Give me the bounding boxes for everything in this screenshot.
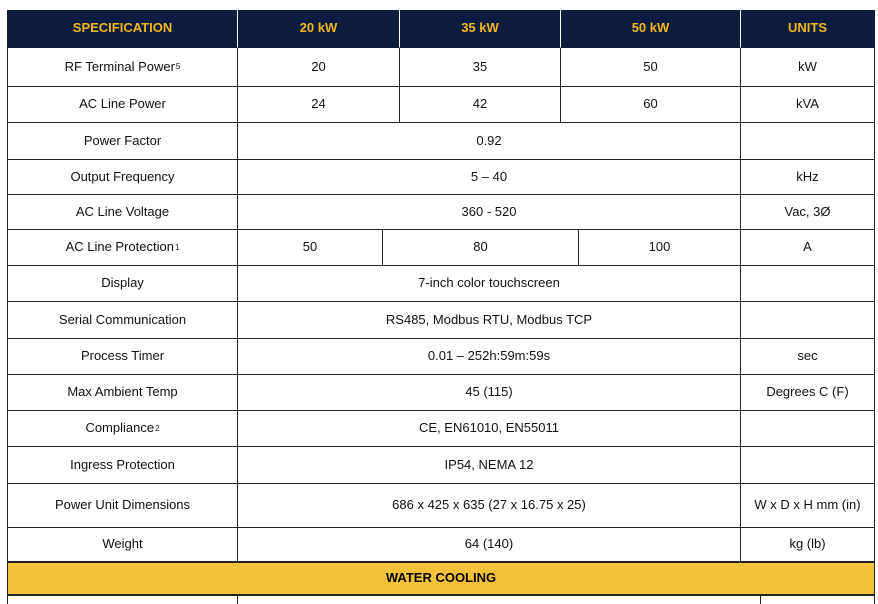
- row-unit: kHz: [740, 160, 875, 195]
- row-label: Output Frequency: [7, 160, 237, 195]
- row-label: Serial Communication: [7, 302, 237, 339]
- row-label: Process Timer: [7, 339, 237, 375]
- value-20kw: 50: [237, 230, 382, 266]
- divider: [760, 596, 761, 604]
- row-unit: [740, 266, 875, 302]
- row-label: RF Terminal Power 5: [7, 48, 237, 87]
- next-row-partial: [7, 596, 875, 600]
- row-value: 5 – 40: [237, 160, 740, 195]
- table-row: [7, 123, 875, 160]
- row-label: Max Ambient Temp: [7, 375, 237, 411]
- header-35kw: 35 kW: [399, 10, 560, 48]
- value-50kw: 60: [560, 87, 740, 123]
- header-row: [7, 10, 875, 48]
- table-row: [7, 447, 875, 484]
- row-value: 0.01 – 252h:59m:59s: [237, 339, 740, 375]
- row-label: Display: [7, 266, 237, 302]
- header-specification: SPECIFICATION: [7, 10, 237, 48]
- row-unit: sec: [740, 339, 875, 375]
- table-row: [7, 484, 875, 528]
- row-value: IP54, NEMA 12: [237, 447, 740, 484]
- table-row: [7, 48, 875, 87]
- row-unit: A: [740, 230, 875, 266]
- value-35kw: 35: [399, 48, 560, 87]
- row-unit: [740, 411, 875, 447]
- divider: [7, 596, 8, 604]
- row-label: Compliance 2: [7, 411, 237, 447]
- row-unit: [740, 302, 875, 339]
- row-label: Power Factor: [7, 123, 237, 160]
- row-label: Power Unit Dimensions: [7, 484, 237, 528]
- table-row: [7, 528, 875, 562]
- row-unit: kVA: [740, 87, 875, 123]
- value-20kw: 20: [237, 48, 399, 87]
- row-unit: kg (lb): [740, 528, 875, 562]
- header-units: UNITS: [740, 10, 875, 48]
- row-unit: [740, 447, 875, 484]
- table-row: [7, 195, 875, 230]
- row-unit: [740, 123, 875, 160]
- row-label: Ingress Protection: [7, 447, 237, 484]
- value-20kw: 24: [237, 87, 399, 123]
- table-row: [7, 375, 875, 411]
- divider: [874, 596, 875, 604]
- row-value: 686 x 425 x 635 (27 x 16.75 x 25): [237, 484, 740, 528]
- header-50kw: 50 kW: [560, 10, 740, 48]
- value-50kw: 100: [578, 230, 740, 266]
- section-row: [7, 562, 875, 596]
- row-value: 45 (115): [237, 375, 740, 411]
- row-value: 360 - 520: [237, 195, 740, 230]
- row-value: 7-inch color touchscreen: [237, 266, 740, 302]
- table-row: [7, 87, 875, 123]
- value-35kw: 42: [399, 87, 560, 123]
- row-value: CE, EN61010, EN55011: [237, 411, 740, 447]
- row-value: 0.92: [237, 123, 740, 160]
- divider: [237, 596, 238, 604]
- row-value: RS485, Modbus RTU, Modbus TCP: [237, 302, 740, 339]
- row-value: 64 (140): [237, 528, 740, 562]
- row-label: AC Line Voltage: [7, 195, 237, 230]
- row-unit: kW: [740, 48, 875, 87]
- value-35kw: 80: [382, 230, 578, 266]
- row-unit: Vac, 3Ø: [740, 195, 875, 230]
- table-row: [7, 266, 875, 302]
- table-row: [7, 302, 875, 339]
- row-unit: W x D x H mm (in): [740, 484, 875, 528]
- table-row: [7, 411, 875, 447]
- row-label: AC Line Protection 1: [7, 230, 237, 266]
- value-50kw: 50: [560, 48, 740, 87]
- table-row: [7, 230, 875, 266]
- header-20kw: 20 kW: [237, 10, 399, 48]
- table-row: [7, 160, 875, 195]
- table-row: [7, 339, 875, 375]
- row-label: AC Line Power: [7, 87, 237, 123]
- row-label: Weight: [7, 528, 237, 562]
- section-title: WATER COOLING: [7, 562, 875, 596]
- row-unit: Degrees C (F): [740, 375, 875, 411]
